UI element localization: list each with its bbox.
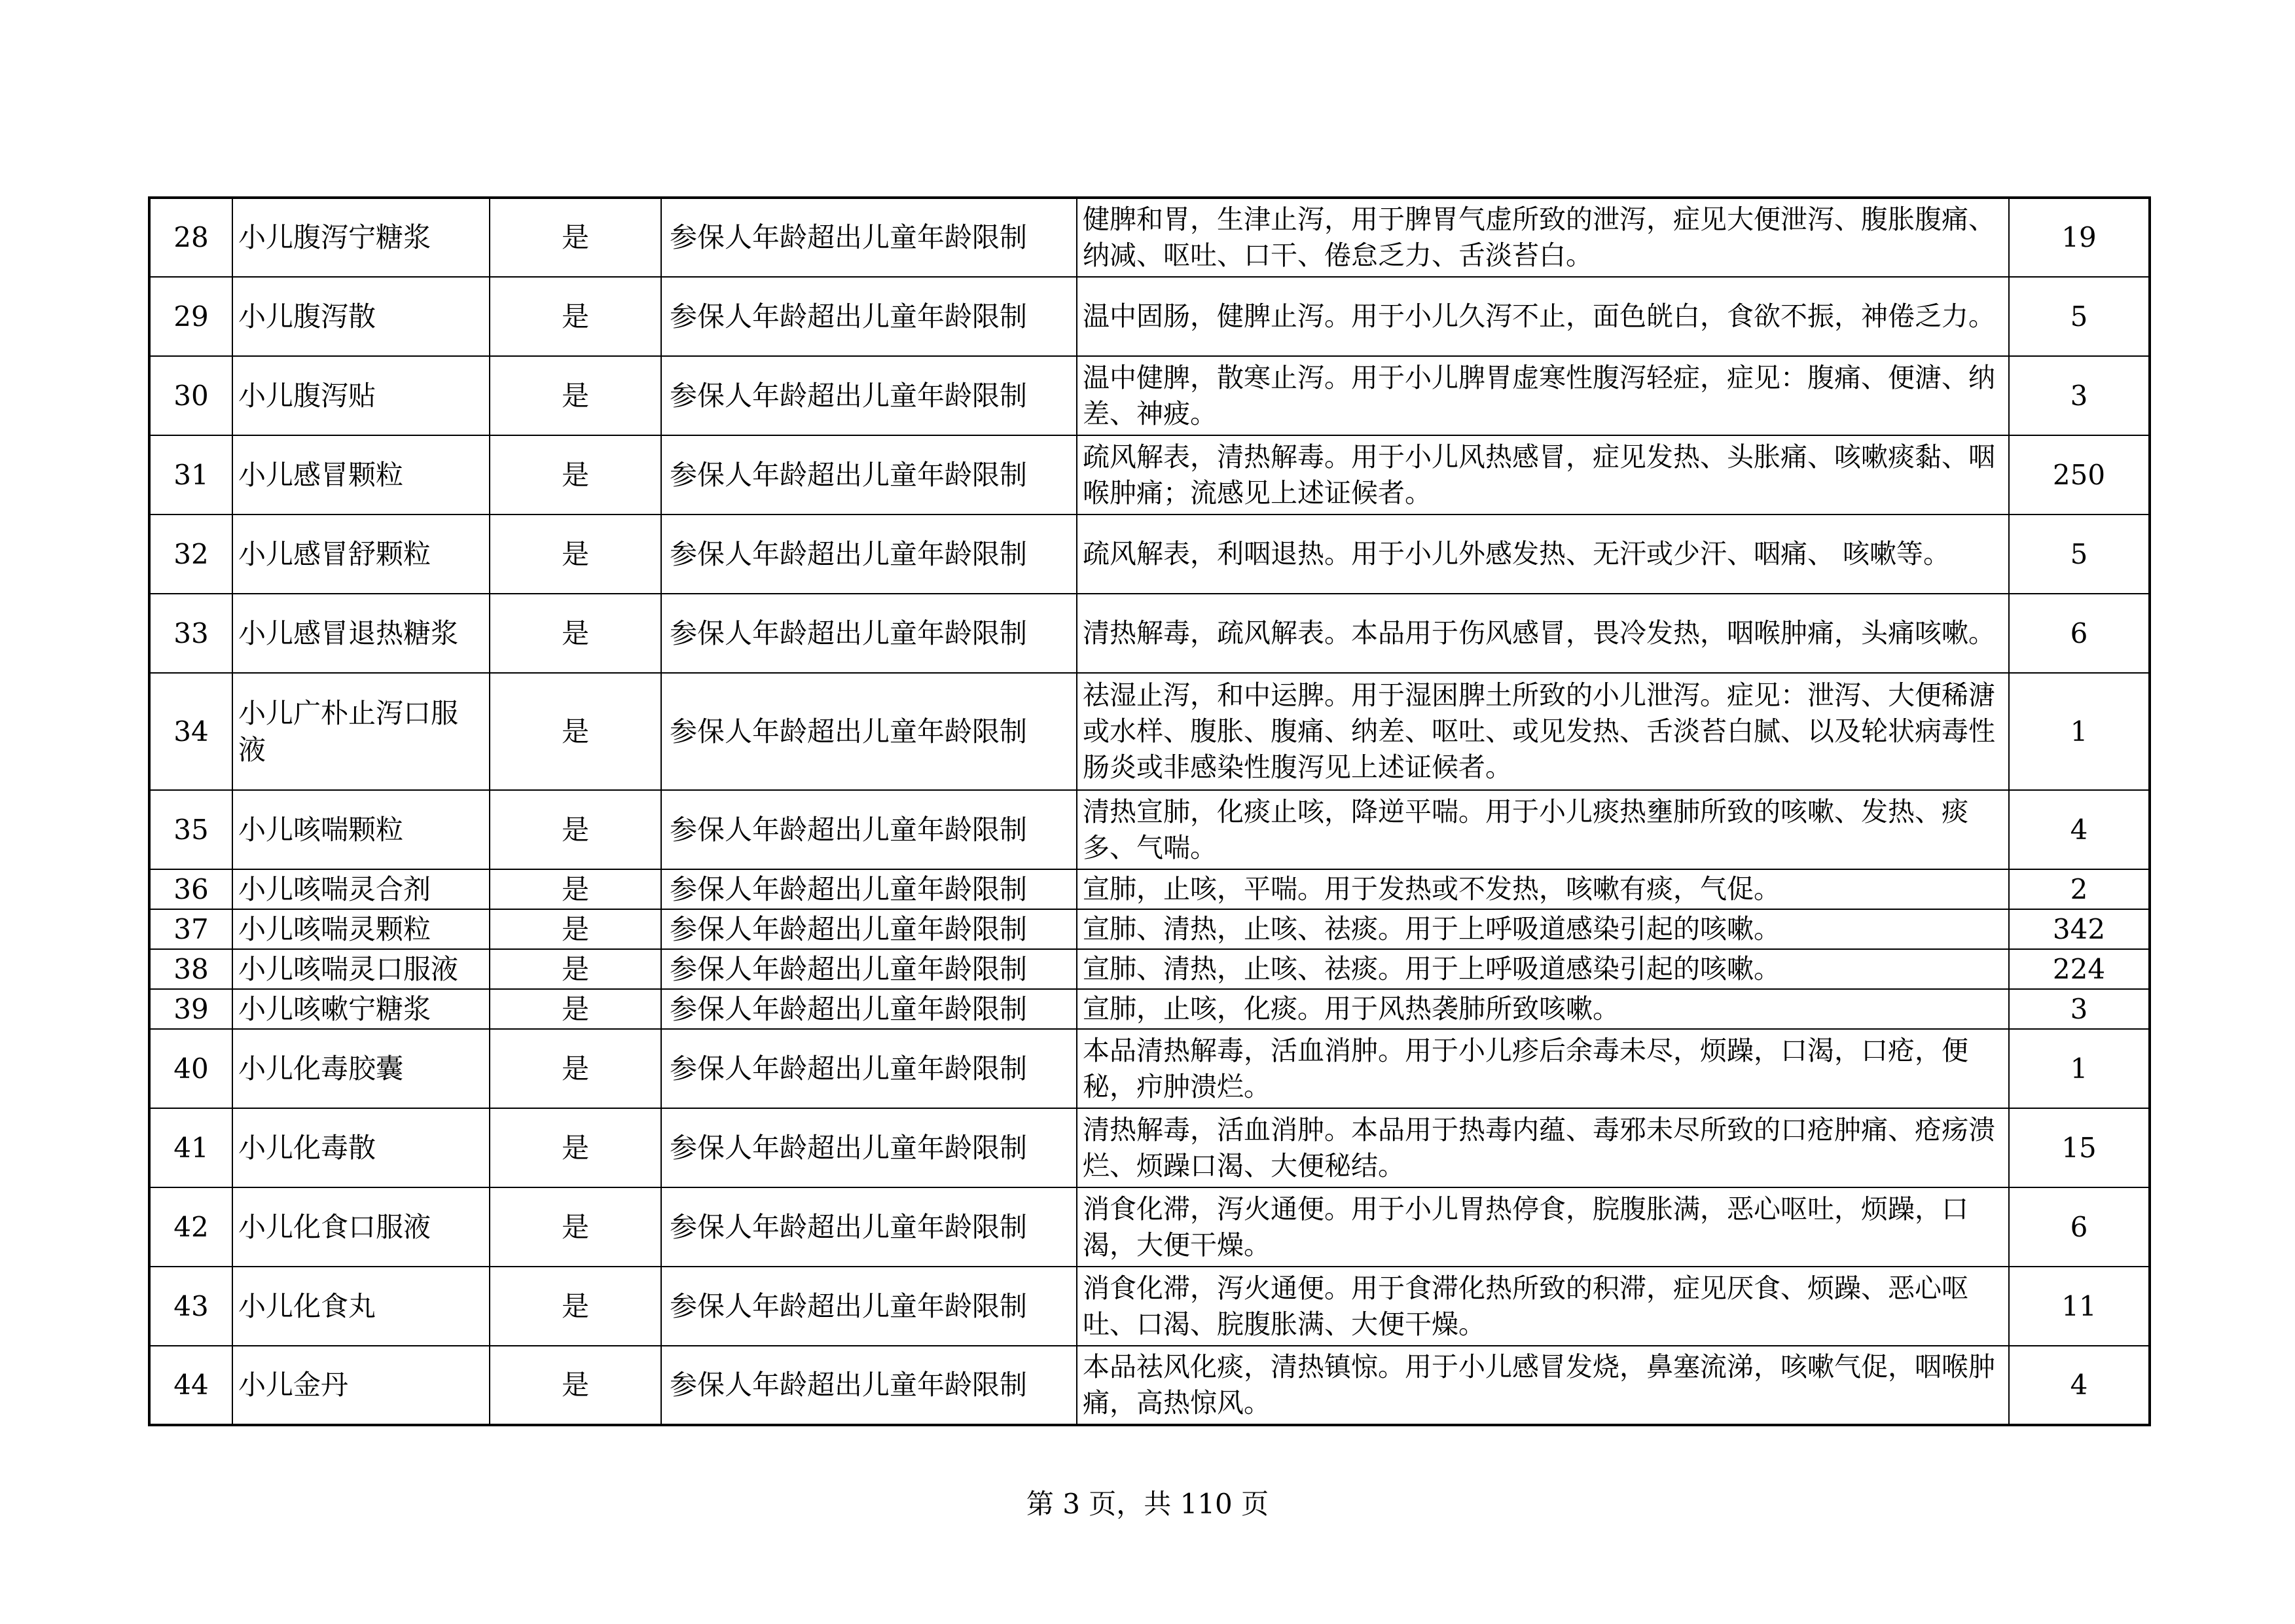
row-number: 39 xyxy=(149,989,232,1029)
row-number: 33 xyxy=(149,594,232,673)
row-number: 28 xyxy=(149,198,232,277)
flag-value: 是 xyxy=(490,1029,661,1108)
indication-description: 宣肺、清热，止咳、祛痰。用于上呼吸道感染引起的咳嗽。 xyxy=(1077,909,2009,949)
row-number: 38 xyxy=(149,949,232,989)
table-row xyxy=(149,1108,2150,1187)
indication-description: 疏风解表，利咽退热。用于小儿外感发热、无汗或少汗、咽痛、 咳嗽等。 xyxy=(1077,514,2009,594)
violation-count: 19 xyxy=(2009,198,2150,277)
restriction-rule: 参保人年龄超出儿童年龄限制 xyxy=(661,790,1077,869)
row-number: 34 xyxy=(149,673,232,790)
restriction-rule: 参保人年龄超出儿童年龄限制 xyxy=(661,869,1077,909)
violation-count: 5 xyxy=(2009,514,2150,594)
flag-value: 是 xyxy=(490,869,661,909)
row-number: 42 xyxy=(149,1187,232,1267)
table-row xyxy=(149,790,2150,869)
flag-value: 是 xyxy=(490,277,661,356)
indication-description: 清热解毒，活血消肿。本品用于热毒内蕴、毒邪未尽所致的口疮肿痛、疮疡溃烂、烦躁口渴、大便秘结。 xyxy=(1077,1108,2009,1187)
drug-name: 小儿咳喘灵合剂 xyxy=(232,869,490,909)
indication-description: 宣肺、清热，止咳、祛痰。用于上呼吸道感染引起的咳嗽。 xyxy=(1077,949,2009,989)
violation-count: 4 xyxy=(2009,790,2150,869)
drug-name: 小儿化食口服液 xyxy=(232,1187,490,1267)
flag-value: 是 xyxy=(490,356,661,435)
flag-value: 是 xyxy=(490,594,661,673)
violation-count: 2 xyxy=(2009,869,2150,909)
row-number: 29 xyxy=(149,277,232,356)
restriction-rule: 参保人年龄超出儿童年龄限制 xyxy=(661,198,1077,277)
flag-value: 是 xyxy=(490,1267,661,1346)
indication-description: 消食化滞，泻火通便。用于食滞化热所致的积滞，症见厌食、烦躁、恶心呕吐、口渴、脘腹胀满、大便干燥。 xyxy=(1077,1267,2009,1346)
restriction-rule: 参保人年龄超出儿童年龄限制 xyxy=(661,1267,1077,1346)
drug-name: 小儿感冒颗粒 xyxy=(232,435,490,514)
restriction-rule: 参保人年龄超出儿童年龄限制 xyxy=(661,1187,1077,1267)
drug-name: 小儿金丹 xyxy=(232,1346,490,1425)
indication-description: 温中固肠，健脾止泻。用于小儿久泻不止，面色㿠白，食欲不振，神倦乏力。 xyxy=(1077,277,2009,356)
indication-description: 健脾和胃，生津止泻，用于脾胃气虚所致的泄泻，症见大便泄泻、腹胀腹痛、纳减、呕吐、口干、倦怠乏力、舌淡苔白。 xyxy=(1077,198,2009,277)
row-number: 31 xyxy=(149,435,232,514)
table-row xyxy=(149,1267,2150,1346)
drug-name: 小儿腹泻宁糖浆 xyxy=(232,198,490,277)
table-body xyxy=(149,198,2150,1425)
drug-name: 小儿感冒退热糖浆 xyxy=(232,594,490,673)
page-number-footer: 第 3 页，共 110 页 xyxy=(1026,1488,1269,1520)
indication-description: 本品清热解毒，活血消肿。用于小儿疹后余毒未尽，烦躁，口渴，口疮，便秘，疖肿溃烂。 xyxy=(1077,1029,2009,1108)
flag-value: 是 xyxy=(490,435,661,514)
violation-count: 5 xyxy=(2009,277,2150,356)
violation-count: 3 xyxy=(2009,989,2150,1029)
drug-name: 小儿广朴止泻口服液 xyxy=(232,673,490,790)
flag-value: 是 xyxy=(490,989,661,1029)
restriction-rule: 参保人年龄超出儿童年龄限制 xyxy=(661,1029,1077,1108)
table-row xyxy=(149,1187,2150,1267)
row-number: 44 xyxy=(149,1346,232,1425)
row-number: 30 xyxy=(149,356,232,435)
violation-count: 342 xyxy=(2009,909,2150,949)
indication-description: 疏风解表，清热解毒。用于小儿风热感冒，症见发热、头胀痛、咳嗽痰黏、咽喉肿痛；流感见上述证候者。 xyxy=(1077,435,2009,514)
drug-restriction-table xyxy=(148,196,2151,1426)
table-row xyxy=(149,435,2150,514)
restriction-rule: 参保人年龄超出儿童年龄限制 xyxy=(661,909,1077,949)
violation-count: 11 xyxy=(2009,1267,2150,1346)
row-number: 37 xyxy=(149,909,232,949)
row-number: 32 xyxy=(149,514,232,594)
drug-table-container xyxy=(148,196,2151,1426)
drug-name: 小儿化毒胶囊 xyxy=(232,1029,490,1108)
table-row xyxy=(149,673,2150,790)
table-row xyxy=(149,1346,2150,1425)
flag-value: 是 xyxy=(490,198,661,277)
violation-count: 6 xyxy=(2009,1187,2150,1267)
drug-name: 小儿化毒散 xyxy=(232,1108,490,1187)
restriction-rule: 参保人年龄超出儿童年龄限制 xyxy=(661,514,1077,594)
drug-name: 小儿腹泻贴 xyxy=(232,356,490,435)
drug-name: 小儿咳喘颗粒 xyxy=(232,790,490,869)
table-row xyxy=(149,594,2150,673)
indication-description: 消食化滞，泻火通便。用于小儿胃热停食，脘腹胀满，恶心呕吐，烦躁，口渴，大便干燥。 xyxy=(1077,1187,2009,1267)
restriction-rule: 参保人年龄超出儿童年龄限制 xyxy=(661,989,1077,1029)
violation-count: 1 xyxy=(2009,673,2150,790)
violation-count: 15 xyxy=(2009,1108,2150,1187)
flag-value: 是 xyxy=(490,1346,661,1425)
indication-description: 宣肺，止咳，平喘。用于发热或不发热，咳嗽有痰，气促。 xyxy=(1077,869,2009,909)
table-row xyxy=(149,356,2150,435)
table-row xyxy=(149,869,2150,909)
row-number: 40 xyxy=(149,1029,232,1108)
violation-count: 1 xyxy=(2009,1029,2150,1108)
table-row xyxy=(149,277,2150,356)
row-number: 35 xyxy=(149,790,232,869)
table-row xyxy=(149,949,2150,989)
indication-description: 本品祛风化痰，清热镇惊。用于小儿感冒发烧，鼻塞流涕，咳嗽气促，咽喉肿痛，高热惊风。 xyxy=(1077,1346,2009,1425)
flag-value: 是 xyxy=(490,1187,661,1267)
restriction-rule: 参保人年龄超出儿童年龄限制 xyxy=(661,1108,1077,1187)
table-row xyxy=(149,1029,2150,1108)
violation-count: 224 xyxy=(2009,949,2150,989)
drug-name: 小儿腹泻散 xyxy=(232,277,490,356)
violation-count: 3 xyxy=(2009,356,2150,435)
restriction-rule: 参保人年龄超出儿童年龄限制 xyxy=(661,949,1077,989)
violation-count: 250 xyxy=(2009,435,2150,514)
restriction-rule: 参保人年龄超出儿童年龄限制 xyxy=(661,673,1077,790)
indication-description: 温中健脾，散寒止泻。用于小儿脾胃虚寒性腹泻轻症，症见：腹痛、便溏、纳差、神疲。 xyxy=(1077,356,2009,435)
flag-value: 是 xyxy=(490,514,661,594)
row-number: 36 xyxy=(149,869,232,909)
indication-description: 宣肺，止咳，化痰。用于风热袭肺所致咳嗽。 xyxy=(1077,989,2009,1029)
table-row xyxy=(149,514,2150,594)
flag-value: 是 xyxy=(490,790,661,869)
table-row xyxy=(149,989,2150,1029)
restriction-rule: 参保人年龄超出儿童年龄限制 xyxy=(661,356,1077,435)
indication-description: 清热宣肺，化痰止咳，降逆平喘。用于小儿痰热壅肺所致的咳嗽、发热、痰多、气喘。 xyxy=(1077,790,2009,869)
drug-name: 小儿咳喘灵口服液 xyxy=(232,949,490,989)
row-number: 41 xyxy=(149,1108,232,1187)
restriction-rule: 参保人年龄超出儿童年龄限制 xyxy=(661,277,1077,356)
drug-name: 小儿咳喘灵颗粒 xyxy=(232,909,490,949)
flag-value: 是 xyxy=(490,949,661,989)
row-number: 43 xyxy=(149,1267,232,1346)
restriction-rule: 参保人年龄超出儿童年龄限制 xyxy=(661,435,1077,514)
drug-name: 小儿感冒舒颗粒 xyxy=(232,514,490,594)
drug-name: 小儿咳嗽宁糖浆 xyxy=(232,989,490,1029)
table-row xyxy=(149,909,2150,949)
indication-description: 清热解毒，疏风解表。本品用于伤风感冒，畏冷发热，咽喉肿痛，头痛咳嗽。 xyxy=(1077,594,2009,673)
restriction-rule: 参保人年龄超出儿童年龄限制 xyxy=(661,1346,1077,1425)
restriction-rule: 参保人年龄超出儿童年龄限制 xyxy=(661,594,1077,673)
violation-count: 6 xyxy=(2009,594,2150,673)
table-row xyxy=(149,198,2150,277)
flag-value: 是 xyxy=(490,1108,661,1187)
flag-value: 是 xyxy=(490,909,661,949)
indication-description: 祛湿止泻，和中运脾。用于湿困脾土所致的小儿泄泻。症见：泄泻、大便稀溏或水样、腹胀、腹痛、纳差、呕吐、或见发热、舌淡苔白腻、以及轮状病毒性肠炎或非感染性腹泻见上述证候者。 xyxy=(1077,673,2009,790)
flag-value: 是 xyxy=(490,673,661,790)
drug-name: 小儿化食丸 xyxy=(232,1267,490,1346)
violation-count: 4 xyxy=(2009,1346,2150,1425)
